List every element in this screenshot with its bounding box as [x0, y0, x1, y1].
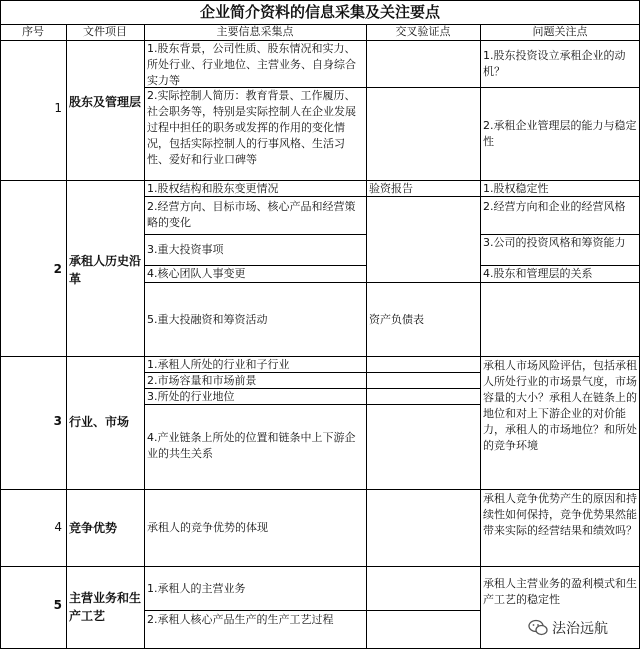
section-3-point-2: 2.市场容量和市场前景	[147, 374, 257, 387]
header-seq: 序号	[22, 25, 44, 38]
section-2-seq: 2	[53, 262, 62, 276]
section-4-focus: 承租人竞争优势产生的原因和持续性如何保持，竞争优势果然能带来实际的经营结果和绩效吗？	[483, 492, 637, 537]
section-1-point-2: 2.实际控制人简历：教育背景、工作履历、社会职务等，特别是实际控制人在企业发展过程中担任的职务或发挥的作用的变化情况，包括实际控制人的行事风格、生活习性、爱好和行业口碑等	[147, 89, 356, 166]
section-5-point-2: 2.承租人核心产品生产的生产工艺过程	[147, 613, 334, 626]
section-2-focus-4: 4.股东和管理层的关系	[483, 267, 593, 280]
section-1-category: 股东及管理层	[69, 95, 142, 109]
section-2-verify-1: 验资报告	[369, 182, 413, 195]
section-3-point-4: 4.产业链条上所处的位置和链条中上下游企业的共生关系	[147, 431, 356, 460]
section-2-focus-1: 1.股权稳定性	[483, 182, 549, 195]
section-2-point-2: 2.经营方向、目标市场、核心产品和经营策略的变化	[147, 200, 356, 229]
section-5-focus: 承租人主营业务的盈利模式和生产工艺的稳定性	[483, 577, 637, 606]
section-4-seq: 4	[54, 520, 62, 534]
header-verify: 交叉验证点	[395, 25, 451, 38]
section-3-seq: 3	[53, 414, 62, 428]
section-3-focus: 承租人市场风险评估，包括承租人所处行业的市场景气度，市场容量的大小？承租人在链条上的地位和对上下游企业的对价能力，承租人的市场地位？和所处的竞争环境	[483, 359, 637, 452]
chat-bubble-icon	[528, 619, 548, 637]
section-1-point-1: 1.股东背景，公司性质、股东情况和实力、所处行业、行业地位、主营业务、自身综合实力等	[147, 42, 356, 87]
section-3-point-1: 1.承租人所处的行业和子行业	[147, 358, 290, 371]
section-2-verify-2: 资产负债表	[369, 313, 424, 326]
watermark	[528, 617, 640, 639]
section-2-focus-2: 2.经营方向和企业的经营风格	[483, 200, 626, 213]
section-5-point-1: 1.承租人的主营业务	[147, 582, 246, 595]
header-points: 主要信息采集点	[216, 25, 294, 38]
section-2-point-5: 5.重大投融资和筹资活动	[147, 313, 268, 326]
section-1-focus-2: 2.承租企业管理层的能力与稳定性	[483, 119, 637, 148]
section-4-point-1: 承租人的竞争优势的体现	[147, 521, 268, 534]
section-2-point-3: 3.重大投资事项	[147, 243, 224, 256]
section-1-seq: 1	[54, 101, 62, 115]
section-5-seq: 5	[53, 598, 62, 612]
section-3-point-3: 3.所处的行业地位	[147, 390, 235, 403]
header-focus: 问题关注点	[532, 25, 588, 38]
section-2-point-4: 4.核心团队人事变更	[147, 267, 246, 280]
section-1-focus-1: 1.股东投资设立承租企业的动机？	[483, 49, 626, 78]
section-2-category: 承租人历史沿革	[69, 254, 142, 286]
section-4-category: 竞争优势	[69, 521, 118, 535]
section-2-focus-3: 3.公司的投资风格和筹资能力	[483, 236, 626, 249]
header-item: 文件项目	[83, 25, 127, 38]
section-3-category: 行业、市场	[69, 415, 130, 429]
section-5-category: 主营业务和生产工艺	[69, 591, 142, 623]
watermark-text: 法治远航	[552, 621, 608, 637]
section-2-point-1: 1.股权结构和股东变更情况	[147, 182, 279, 195]
table-title: 企业简介资料的信息采集及关注要点	[199, 3, 440, 21]
